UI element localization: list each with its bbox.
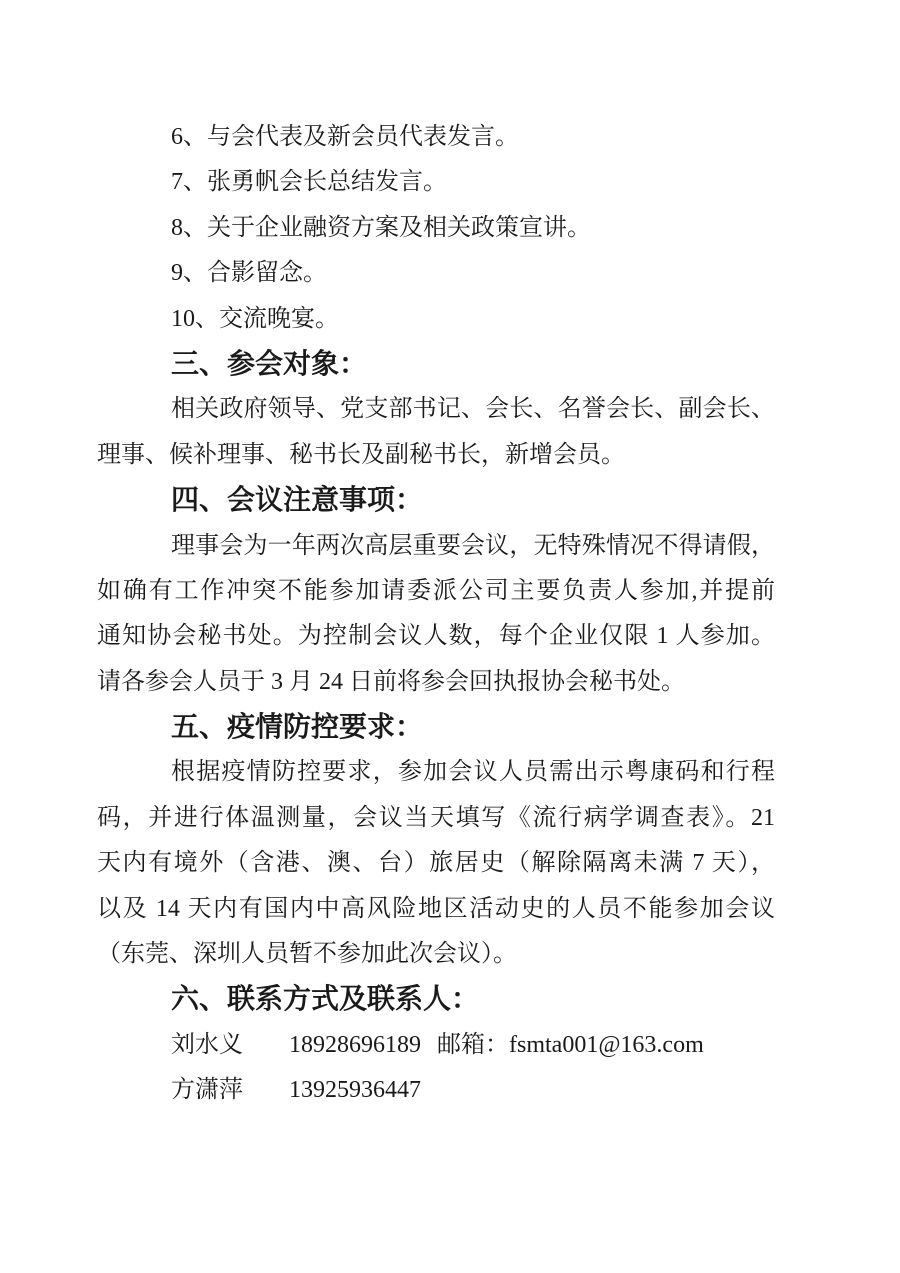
paragraph-line: （东莞、深圳人员暂不参加此次会议）。 xyxy=(97,941,517,968)
paragraph-line: 理事、候补理事、秘书长及副秘书长，新增会员。 xyxy=(97,441,625,468)
paragraph-line: 相关政府领导、党支部书记、会长、名誉会长、副会长、 xyxy=(171,396,775,423)
agenda-item-9: 9、合影留念。 xyxy=(171,260,327,287)
section-heading-contacts: 六、联系方式及联系人： xyxy=(171,984,480,1016)
paragraph-line: 根据疫情防控要求，参加会议人员需出示粤康码和行程 xyxy=(171,759,775,786)
paragraph-line: 天内有境外（含港、澳、台）旅居史（解除隔离未满 7 天）， xyxy=(97,850,775,877)
paragraph-line: 码，并进行体温测量，会议当天填写《流行病学调查表》。21 xyxy=(97,804,775,831)
contact-name: 方潇萍 xyxy=(171,1077,243,1104)
contact-row xyxy=(97,1068,775,1113)
paragraph-line: 通知协会秘书处。为控制会议人数，每个企业仅限 1 人参加。 xyxy=(97,623,775,650)
section-heading-covid-rules: 五、疫情防控要求： xyxy=(171,712,424,744)
contact-phone: 18928696189 xyxy=(289,1031,421,1058)
contact-email: fsmta001@163.com xyxy=(509,1031,704,1058)
paragraph-line: 请各参会人员于 3 月 24 日前将参会回执报协会秘书处。 xyxy=(97,668,685,695)
agenda-item-7: 7、张勇帆会长总结发言。 xyxy=(171,169,447,196)
contact-phone: 13925936447 xyxy=(289,1077,421,1104)
paragraph-line: 理事会为一年两次高层重要会议，无特殊情况不得请假， xyxy=(171,532,775,559)
section-heading-participants: 三、参会对象： xyxy=(171,348,368,380)
agenda-item-6: 6、与会代表及新会员代表发言。 xyxy=(171,124,519,150)
agenda-item-8: 8、关于企业融资方案及相关政策宣讲。 xyxy=(171,214,591,241)
contact-name: 刘水义 xyxy=(171,1031,243,1058)
paragraph-line: 如确有工作冲突不能参加请委派公司主要负责人参加,并提前 xyxy=(97,577,775,604)
contact-email-label: 邮箱： xyxy=(437,1031,509,1058)
agenda-item-10: 10、交流晚宴。 xyxy=(171,305,339,332)
paragraph-line: 以及 14 天内有国内中高风险地区活动史的人员不能参加会议 xyxy=(97,895,775,922)
section-heading-meeting-notes: 四、会议注意事项： xyxy=(171,485,424,517)
notice-body xyxy=(97,115,775,1114)
contact-row xyxy=(97,1023,775,1068)
